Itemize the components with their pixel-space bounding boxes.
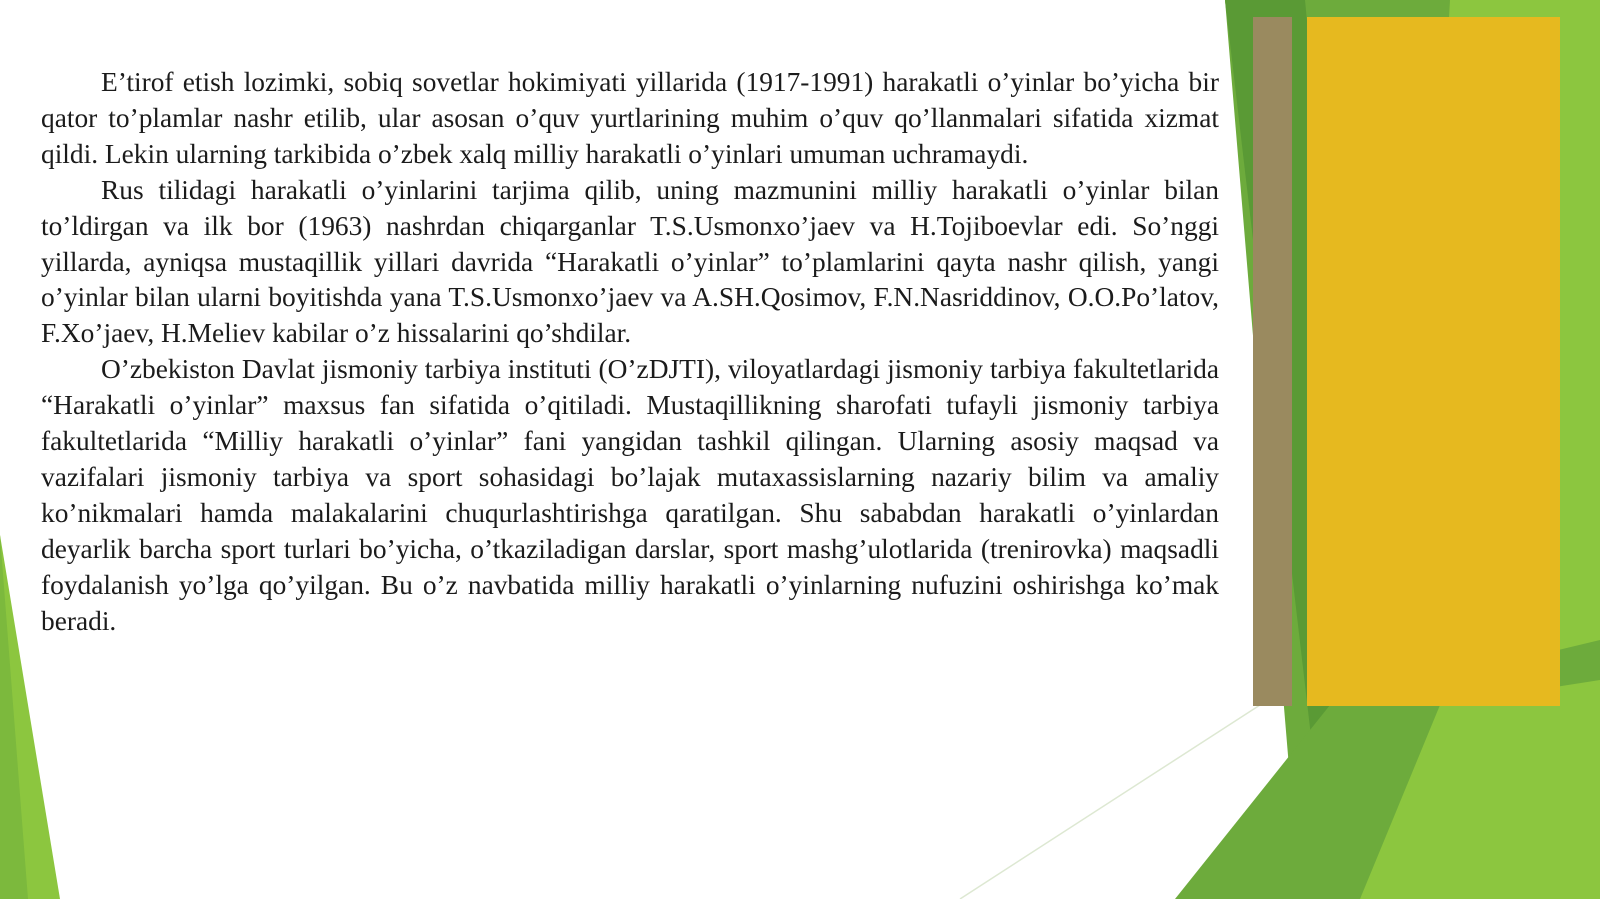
gold-panel	[1307, 17, 1560, 706]
paragraph-2: Rus tilidagi harakatli o’yinlarini tarjima qilib, uning mazmunini milliy harakatli o’yinlar bilan to’ldirgan va ilk bor (1963) nashrdan chiqarganlar T.S.Usmonxo’jaev va H.Tojiboevlar edi. So’nggi yillarda, ayniqsa mustaqillik yillari davrida “Harakatli o’yinlar” to’plamlarini qayta nashr qilish, yangi o’yinlar bilan ularni boyitishda yana T.S.Usmonxo’jaev va A.SH.Qosimov, F.N.Nasriddinov, O.O.Po’latov, F.Xo’jaev, H.Meliev kabilar o’z hissalarini qo’shdilar.	[41, 174, 1219, 349]
paragraph-3: O’zbekiston Davlat jismoniy tarbiya instituti (O’zDJTI), viloyatlardagi jismoniy tarbiya fakultetlarida “Harakatli o’yinlar” maxsus fan sifatida o’qitiladi. Mustaqillikning sharofati tufayli jismoniy tarbiya fakultetlarida “Milliy harakatli o’yinlar” fani yangidan tashkil qilingan. Ularning asosiy maqsad va vazifalari jismoniy tarbiya va sport sohasidagi bo’lajak mutaxassislarning nazariy bilim va amaliy ko’nikmalari hamda malakalarini chuqurlashtirishga qaratilgan. Shu sababdan harakatli o’yinlardan deyarlik barcha sport turlari bo’yicha, o’tkaziladigan darslar, sport mashg’ulotlarida (trenirovka) maqsadli foydalanish yo’lga qo’yilgan. Bu o’z navbatida milliy harakatli o’yinlarning nufuzini oshirishga ko’mak beradi.	[41, 354, 1219, 636]
body-text	[41, 65, 1219, 640]
olive-vertical-bar	[1253, 17, 1292, 706]
paragraph-1: E’tirof etish lozimki, sobiq sovetlar hokimiyati yillarida (1917-1991) harakatli o’yinlar bo’yicha bir qator to’plamlar nashr etilib, ular asosan o’quv yurtlarining muhim o’quv qo’llanmalari sifatida xizmat qildi. Lekin ularning tarkibida o’zbek xalq milliy harakatli o’yinlari umuman uchramaydi.	[41, 67, 1219, 169]
